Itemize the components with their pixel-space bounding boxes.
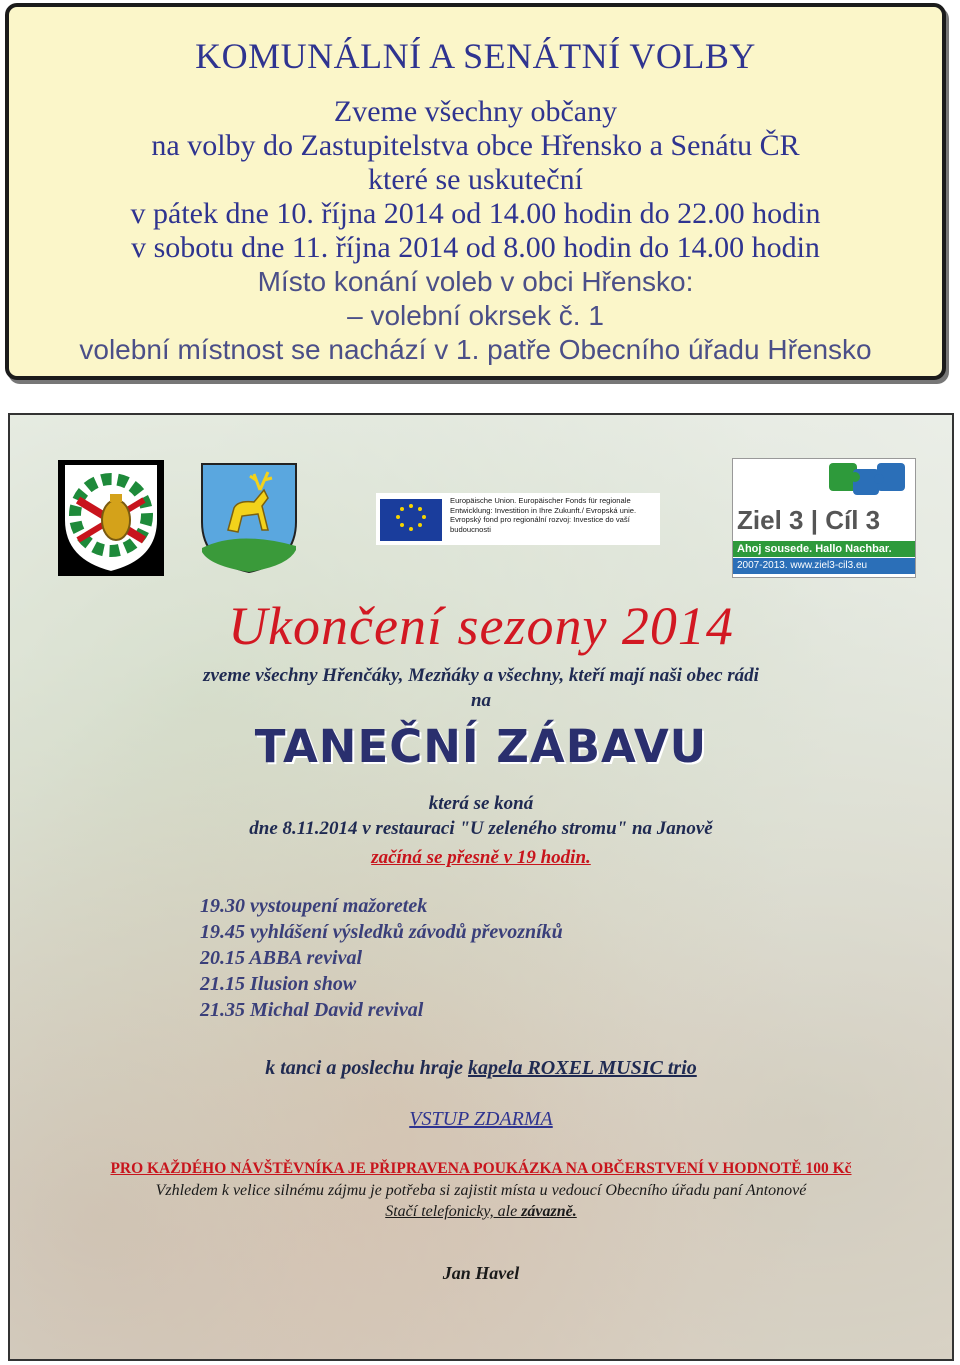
dance-heading: TANEČNÍ ZÁBAVU — [254, 720, 708, 773]
election-line-3: které se uskuteční — [368, 163, 583, 196]
invitation-na: na — [470, 690, 492, 711]
reservation-note-2 — [10, 1203, 952, 1221]
eu-fund-logo — [376, 493, 660, 545]
schedule-item: 21.15 Ilusion show — [200, 973, 357, 995]
free-entry: VSTUP ZDARMA — [409, 1108, 553, 1130]
election-line-6: Místo konání voleb v obci Hřensko: — [257, 266, 694, 297]
poster-title: Ukončení sezony 2014 — [228, 596, 734, 656]
schedule-item: 19.45 vyhlášení výsledků závodů převozníků — [200, 921, 563, 943]
election-title: KOMUNÁLNÍ A SENÁTNÍ VOLBY — [195, 36, 756, 76]
election-line-5: v sobotu dne 11. října 2014 od 8.00 hodin do 14.00 hodin — [131, 231, 820, 264]
event-start-time: začíná se přesně v 19 hodin. — [371, 847, 591, 868]
signature: Jan Havel — [442, 1263, 520, 1283]
election-line-1: Zveme všechny občany — [333, 95, 618, 128]
invitation-text: zveme všechny Hřenčáky, Mezňáky a všechny, kteří mají naši obec rádi — [203, 665, 759, 686]
schedule-item: 21.35 Michal David revival — [200, 999, 424, 1021]
music-line — [10, 1057, 952, 1080]
voucher-notice: PRO KAŽDÉHO NÁVŠTĚVNÍKA JE PŘIPRAVENA POUKÁZKA NA OBČERSTVENÍ V HODNOTĚ 100 Kč — [110, 1160, 852, 1177]
music-prefix: k tanci a poslechu hraje — [265, 1057, 469, 1079]
municipal-crest-logo — [58, 460, 164, 576]
ziel3-cil3-logo — [732, 458, 916, 578]
ziel-url: 2007-2013. www.ziel3-cil3.eu — [733, 558, 915, 574]
election-notice-box — [5, 3, 946, 380]
event-held-text: která se koná — [428, 793, 534, 814]
election-line-8: volební místnost se nachází v 1. patře Obecního úřadu Hřensko — [79, 334, 872, 365]
election-line-2: na volby do Zastupitelstva obce Hřensko a Senátu ČR — [151, 129, 800, 162]
reservation-note-part: Stačí telefonicky, ale — [385, 1203, 522, 1220]
dance-poster — [8, 413, 954, 1361]
event-date-place: dne 8.11.2014 v restauraci "U zeleného stromu" na Janově — [249, 818, 713, 839]
hrensko-coat-of-arms-logo — [198, 460, 300, 576]
election-line-7: – volební okrsek č. 1 — [347, 300, 604, 331]
ziel-title: Ziel 3 | Cíl 3 — [737, 505, 881, 535]
reservation-note-emphasis: závazně. — [521, 1203, 577, 1220]
reservation-note: Vzhledem k velice silnému zájmu je potřeba si zajistit místa u vedoucí Obecního úřadu paní Antonové — [155, 1182, 807, 1199]
schedule-item: 19.30 vystoupení mažoretek — [200, 895, 428, 917]
ziel-subtitle: Ahoj sousede. Hallo Nachbar. — [733, 541, 915, 557]
band-name: kapela ROXEL MUSIC trio — [468, 1057, 697, 1079]
schedule-item: 20.15 ABBA revival — [200, 947, 363, 969]
eu-fund-text: Europäische Union. Europäischer Fonds für regionale Entwicklung: Investition in Ihre Zukunft./ Evropská unie. Evropský fond pro regionální rozvoj: Investice do vaší budoucnosti — [450, 496, 637, 534]
election-line-4: v pátek dne 10. října 2014 od 14.00 hodin do 22.00 hodin — [130, 197, 821, 230]
